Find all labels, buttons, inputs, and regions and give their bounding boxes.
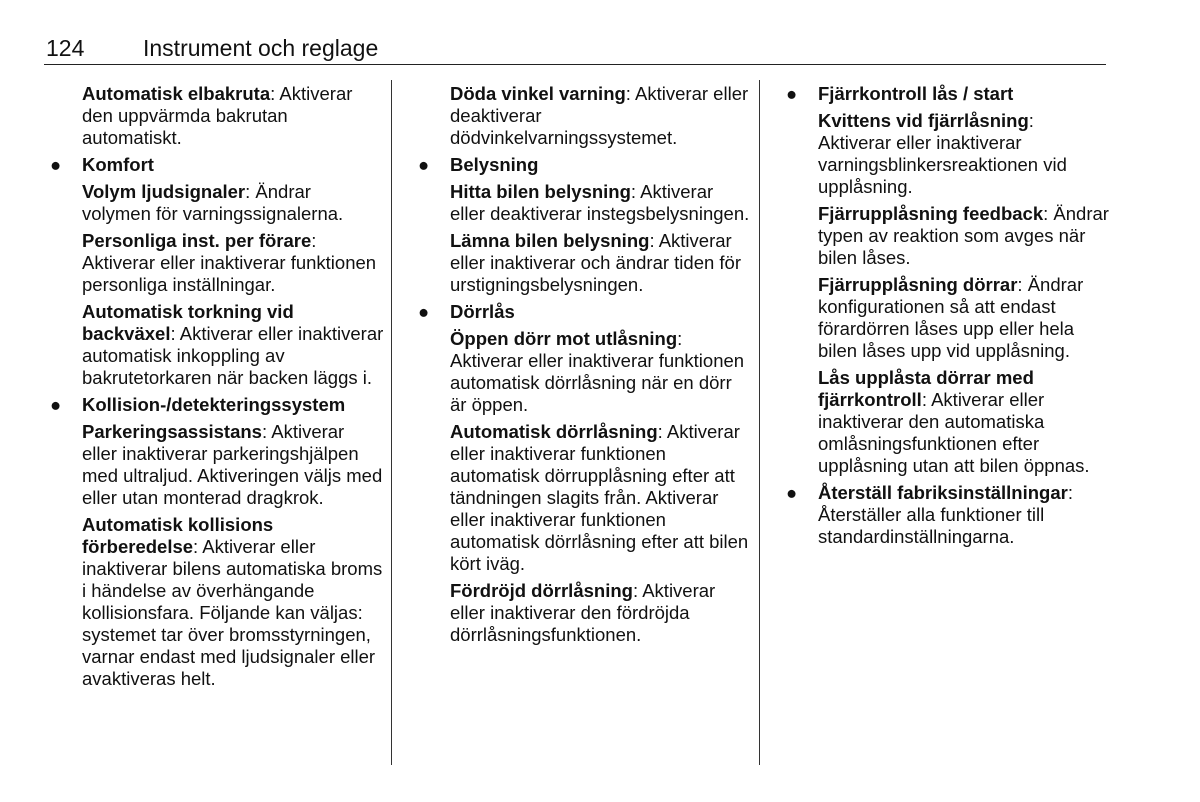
column-divider <box>391 80 392 765</box>
column-divider <box>759 80 760 765</box>
setting-description: Volym ljudsignaler: Ändrar volymen för varningssignalerna. <box>82 181 344 224</box>
setting-description: Kvittens vid fjärrlåsning: Aktiverar eller inaktiverar varningsblinkersreaktionen vid upplåsning. <box>818 110 1067 197</box>
bullet-icon: ● <box>418 154 430 175</box>
page-number: 124 <box>46 35 85 61</box>
setting-description: Fördröjd dörrlåsning: Aktiverar eller inaktiverar den fördröjda dörrlåsningsfunktionen. <box>450 580 716 645</box>
page-header <box>44 30 1106 65</box>
section-bullet: ● Återställ fabriksinställningar: Återställer alla funktioner till standardinställningarna. <box>786 482 1073 547</box>
column-1 <box>44 83 384 695</box>
setting-description: Fjärrupplåsning dörrar: Ändrar konfigurationen så att endast förardörren låses upp eller hela bilen låses upp vid upplåsning. <box>818 274 1084 361</box>
setting-description: Automatisk kollisions förberedelse: Aktiverar eller inaktiverar bilens automatiska broms i händelse av överhängande kollisionsfara. Följande kan väljas: systemet tar över bromsstyrningen, varnar endast med ljudsignaler eller avaktiveras helt. <box>82 514 383 689</box>
bullet-icon: ● <box>50 154 62 175</box>
section-bullet: ● Belysning <box>418 154 539 175</box>
setting-description: Personliga inst. per förare: Aktiverar eller inaktiverar funktionen personliga inställningar. <box>82 230 377 295</box>
setting-description: Öppen dörr mot utlåsning: Aktiverar eller inaktiverar funktionen automatisk dörrlåsning när en dörr är öppen. <box>450 328 745 415</box>
column-3 <box>780 83 1110 553</box>
bullet-icon: ● <box>786 482 798 503</box>
setting-description: Lämna bilen belysning: Aktiverar eller inaktiverar och ändrar tiden för urstigningsbelysningen. <box>450 230 742 295</box>
setting-description: Automatisk torkning vid backväxel: Aktiverar eller inaktiverar automatisk inkoppling av bakrutetorkaren när backen läggs i. <box>82 301 384 388</box>
bullet-icon: ● <box>418 301 430 322</box>
section-bullet: ● Fjärrkontroll lås / start <box>786 83 1014 104</box>
setting-description: Lås upplåsta dörrar med fjärrkontroll: Aktiverar eller inaktiverar den automatiska omlåsningsfunktionen efter upplåsning utan att bilen öppnas. <box>818 367 1090 476</box>
setting-description: Parkeringsassistans: Aktiverar eller inaktiverar parkeringshjälpen med ultraljud. Aktiveringen väljs med eller utan monterad dragkrok. <box>82 421 383 508</box>
page-title: Instrument och reglage <box>143 35 379 61</box>
setting-description: Fjärrupplåsning feedback: Ändrar typen av reaktion som avges när bilen låses. <box>818 203 1109 268</box>
section-bullet: ● Dörrlås <box>418 301 515 322</box>
bullet-icon: ● <box>50 394 62 415</box>
setting-description: Hitta bilen belysning: Aktiverar eller deaktiverar instegsbelysningen. <box>450 181 750 224</box>
setting-description: Automatisk elbakruta: Aktiverar den uppvärmda bakrutan automatiskt. <box>82 83 353 148</box>
column-2 <box>412 83 752 651</box>
bullet-icon: ● <box>786 83 798 104</box>
setting-description: Automatisk dörrlåsning: Aktiverar eller inaktiverar funktionen automatisk dörrupplåsning efter att tändningen slagits från. Aktiverar eller inaktiverar funktionen automatisk dörrlåsning efter att bilen kört iväg. <box>450 421 749 574</box>
section-bullet: ● Kollision-/detekteringssystem <box>50 394 346 415</box>
setting-description: Döda vinkel varning: Aktiverar eller deaktiverar dödvinkelvarningssystemet. <box>450 83 749 148</box>
section-bullet: ● Komfort <box>50 154 154 175</box>
